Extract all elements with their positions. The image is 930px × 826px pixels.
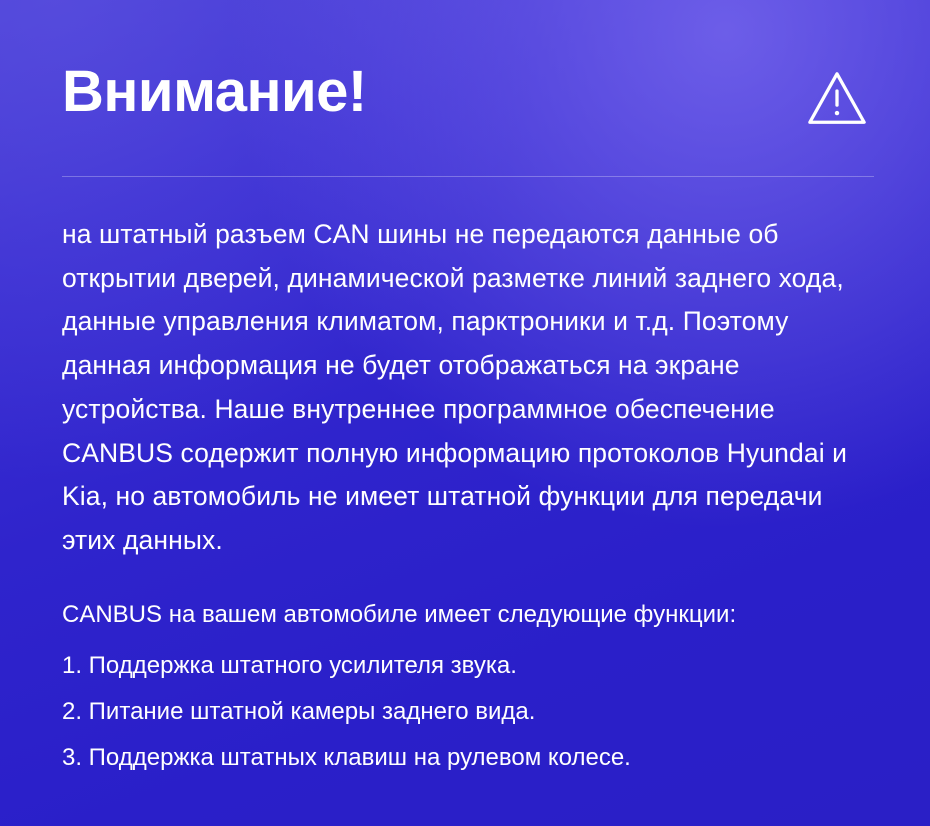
list-item: 3. Поддержка штатных клавиш на рулевом колесе. [62,743,631,771]
list-item: 1. Поддержка штатного усилителя звука. [62,651,517,679]
poster-body [62,213,874,563]
warning-paragraph: на штатный разъем CAN шины не передаются данные об открытии дверей, динамической разметке линий заднего хода, данные управления климатом, парктроники и т.д. Поэтому данная информация не будет отображаться на экране устройства. Наше внутреннее программное обеспечение CANBUS содержит полную информацию протоколов Hyundai и Kia, но автомобиль не имеет штатной функции для передачи этих данных. [62,219,848,556]
header-divider [62,176,874,177]
list-item: 2. Питание штатной камеры заднего вида. [62,697,536,725]
features-intro: CANBUS на вашем автомобиле имеет следующие функции: [62,600,737,628]
page-title: Внимание! [62,59,367,124]
features-section [62,597,874,781]
warning-triangle-icon [806,68,868,130]
poster-header [62,58,874,130]
